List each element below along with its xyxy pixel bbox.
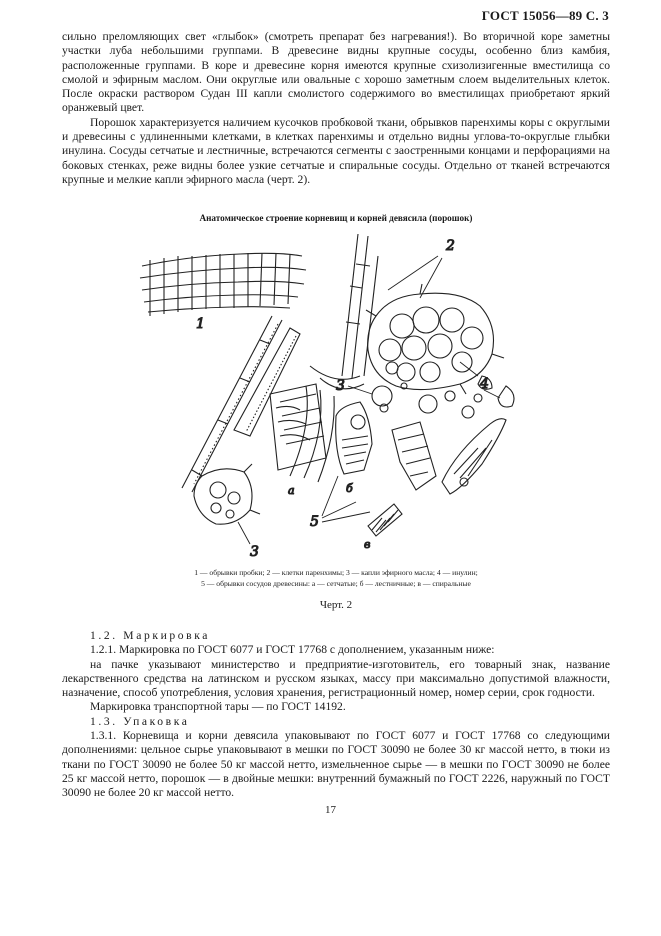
vessel-long [442, 419, 506, 494]
page-number: 17 [325, 804, 336, 816]
intro-text [62, 30, 610, 187]
label-3: 3 [336, 378, 345, 394]
label-5: 5 [310, 514, 319, 530]
vessel-segment [392, 422, 436, 490]
label-2: 2 [446, 238, 455, 254]
cork-fragment [140, 253, 306, 316]
leader-3b [238, 522, 250, 544]
intro-paragraph-2: Порошок характеризуется наличием кусочков пробковой ткани, обрывков паренхимы коры с округлыми и древесины с удлиненными клетками, в клетках паренхимы и отдельно видны углова-то-округлые глыбки инулина. Сосуды сетчатые и лестничные, встречаются сегменты с заостренными концами и перфорациями на боковых стенках, реже видны более узкие сетчатые и спиральные сосуды. Отдельно от тканей встречаются крупные и мелкие капли эфирного масла (черт. 2). [62, 115, 610, 186]
packing-heading: 1.3. Упаковка [90, 714, 190, 728]
marking-section [62, 629, 610, 801]
label-1: 1 [196, 316, 205, 332]
figure-title: Анатомическое строение корневищ и корней девясила (порошок) [199, 213, 473, 223]
caption-line-2: 5 — обрывки сосудов древесины: а — сетчатые; б — лестничные; в — спиральные [201, 578, 471, 588]
figure-caption [62, 568, 610, 589]
cork-strip [182, 316, 300, 492]
leader-2 [388, 256, 442, 298]
marking-paragraph-1: 1.2.1. Маркировка по ГОСТ 6077 и ГОСТ 17768 с дополнением, указанным ниже: [90, 643, 495, 657]
label-4: 4 [480, 376, 489, 392]
label-3b: 3 [250, 544, 259, 560]
oil-drops [372, 383, 482, 418]
caption-line-1: 1 — обрывки пробки; 2 — клетки паренхимы; 3 — капли эфирного масла; 4 — инулин; [194, 568, 478, 577]
label-a: а [288, 484, 295, 497]
figure-number: Черт. 2 [319, 599, 353, 611]
figure-drawing [120, 226, 550, 566]
vessel-spiral [368, 504, 402, 536]
marking-paragraph-2: на пачке указывают министерство и предприятие-изготовитель, его товарный знак, название лекарственного средства на латинском и русском языках, массу при максимально допустимой влажности, назначение, способ употребления, условия хранения, регистрационный номер, номер серии, срок годности. [62, 657, 610, 700]
marking-heading: 1.2. Маркировка [90, 629, 211, 642]
packing-paragraph-1: 1.3.1. Корневища и корни девясила упаковывают по ГОСТ 6077 и ГОСТ 17768 со следующими дополнениями: цельное сырье упаковывают в мешки по ГОСТ 30090 не более 30 кг массой нетто, в тюки из ткани по ГОСТ 30090 не более 50 кг массой нетто, измельченное сырье — в мешки по ГОСТ 30090 не более 25 кг массой нетто, порошок — в двойные мешки: внутренний бумажный по ГОСТ 2226, наружный по ГОСТ 30090 не более 20 кг массой нетто. [62, 729, 610, 800]
label-v: в [364, 538, 371, 551]
page-header: ГОСТ 15056—89 С. 3 [481, 8, 609, 23]
intro-paragraph-1: сильно преломляющих свет «глыбок» (смотреть препарат без нагревания!). Во вторичной коре заметны участки луба небольшими группами. В древесине видны крупные сосуды, особенно близ камбия, расположенные группами. В коре и древесине корня имеются крупные схизолизигенные вместилища со смолой и эфирным маслом. Они округлые или овальные с хорошо заметным слоем выделительных клеток. После окраски раствором Судан III капли смолистого содержимого во вместилищах приобретают яркий оранжевый цвет. [62, 30, 610, 115]
marking-paragraph-3: Маркировка транспортной тары — по ГОСТ 14192. [90, 700, 346, 714]
leader-3 [348, 386, 372, 394]
label-b: б [346, 482, 353, 495]
vessel-scalariform [336, 402, 372, 474]
